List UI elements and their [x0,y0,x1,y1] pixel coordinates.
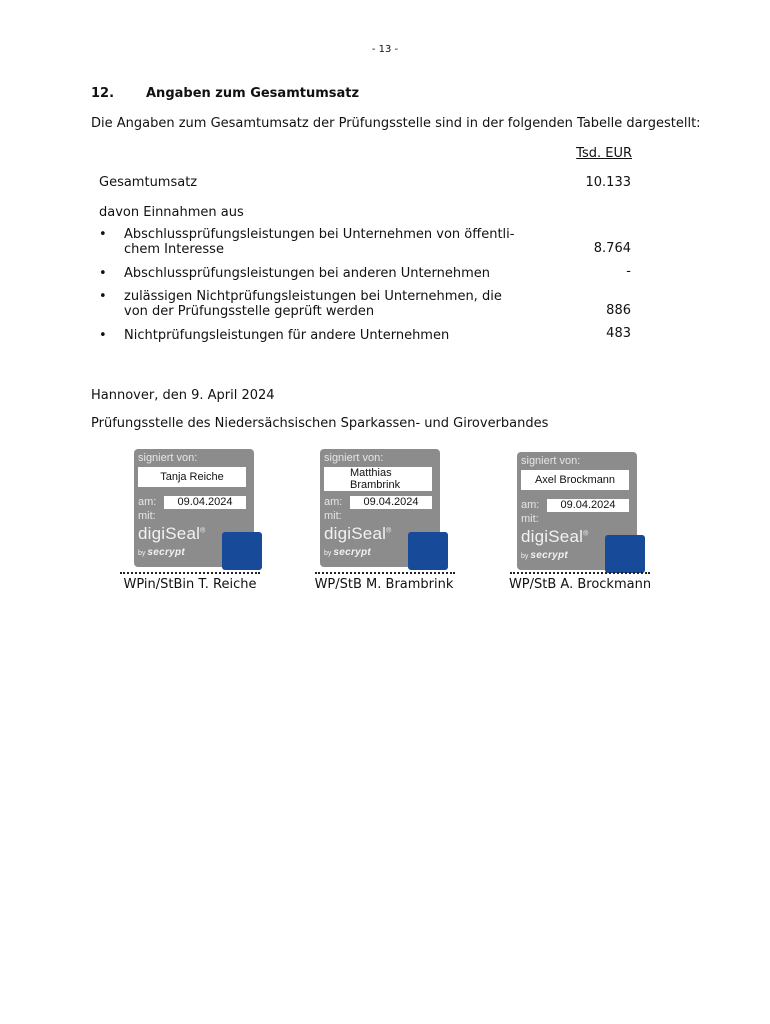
signature-line [120,572,260,574]
signed-by-label: signiert von: [324,452,384,464]
signature-caption: WPin/StBin T. Reiche [123,577,257,592]
list-item [124,266,524,281]
signed-by-label: signiert von: [138,452,198,464]
with-label: mit: [521,513,539,525]
total-label: Gesamtumsatz [99,175,198,190]
signature-date: 09.04.2024 [164,496,246,509]
vendor-logo [521,550,568,561]
with-label: mit: [324,510,342,522]
column-header [500,146,632,161]
total-value: 10.133 [585,175,631,190]
by-label: by [324,550,332,557]
seal-blue-square-icon [222,532,262,570]
signer-name-line: Matthias [350,467,392,479]
vendor-logo [324,547,371,558]
list-item [124,328,524,343]
list-item-line: chem Interesse [124,242,224,257]
list-item-value: 886 [606,303,631,318]
signer-name: Tanja Reiche [138,467,246,487]
by-label: by [138,550,146,557]
list-item-line: Nichtprüfungsleistungen für andere Unternehmen [124,328,450,343]
list-item-line: Abschlussprüfungsleistungen bei anderen Unternehmen [124,266,491,281]
digiseal-logo: digiSeal® [138,524,206,543]
bullet-icon: • [99,328,107,343]
bullet-icon: • [99,266,107,281]
institution-name: Prüfungsstelle des Niedersächsischen Sparkassen- und Giroverbandes [91,416,549,431]
signature-caption: WP/StB A. Brockmann [508,577,652,592]
digiseal-signature-stamp [134,449,254,567]
signature-line [315,572,455,574]
list-item-line: Abschlussprüfungsleistungen bei Unternehmen von öffentli- [124,227,515,242]
seal-blue-square-icon [605,535,645,573]
digiseal-logo: digiSeal® [521,527,589,546]
brand-name: digiSeal [324,524,387,543]
bullet-icon: • [99,289,107,304]
list-item-value: 8.764 [593,241,631,256]
signed-by-label: signiert von: [521,455,581,467]
signature-date: 09.04.2024 [547,499,629,512]
signer-name: Axel Brockmann [521,470,629,490]
signer-name [324,467,432,491]
date-label: am: [324,496,343,508]
date-label: am: [138,496,157,508]
seal-blue-square-icon [408,532,448,570]
section-number: 12. [91,86,115,101]
subheading: davon Einnahmen aus [99,205,244,220]
signature-caption: WP/StB M. Brambrink [314,577,454,592]
signer-name-line: Brambrink [350,479,401,491]
section-title: Angaben zum Gesamtumsatz [146,86,360,101]
digiseal-signature-stamp [517,452,637,570]
intro-text: Die Angaben zum Gesamtumsatz der Prüfungsstelle sind in der folgenden Tabelle dargestellt: [91,116,701,131]
vendor-name: secrypt [530,550,569,561]
brand-name: digiSeal [138,524,201,543]
digiseal-logo: digiSeal® [324,524,392,543]
list-item-value: 483 [606,326,631,341]
digiseal-signature-stamp [320,449,440,567]
by-label: by [521,553,529,560]
brand-name: digiSeal [521,527,584,546]
vendor-name: secrypt [147,547,186,558]
list-item [124,227,524,257]
place-date: Hannover, den 9. April 2024 [91,388,275,403]
list-item-value: - [626,264,631,279]
signature-line [510,572,650,574]
list-item-line: zulässigen Nichtprüfungsleistungen bei Unternehmen, die [124,289,502,304]
page-number: - 13 - [371,44,399,55]
vendor-name: secrypt [333,547,372,558]
date-label: am: [521,499,540,511]
column-header-label: Tsd. EUR [576,146,632,161]
bullet-icon: • [99,227,107,242]
with-label: mit: [138,510,156,522]
list-item-line: von der Prüfungsstelle geprüft werden [124,304,375,319]
list-item [124,289,524,319]
vendor-logo [138,547,185,558]
signature-date: 09.04.2024 [350,496,432,509]
